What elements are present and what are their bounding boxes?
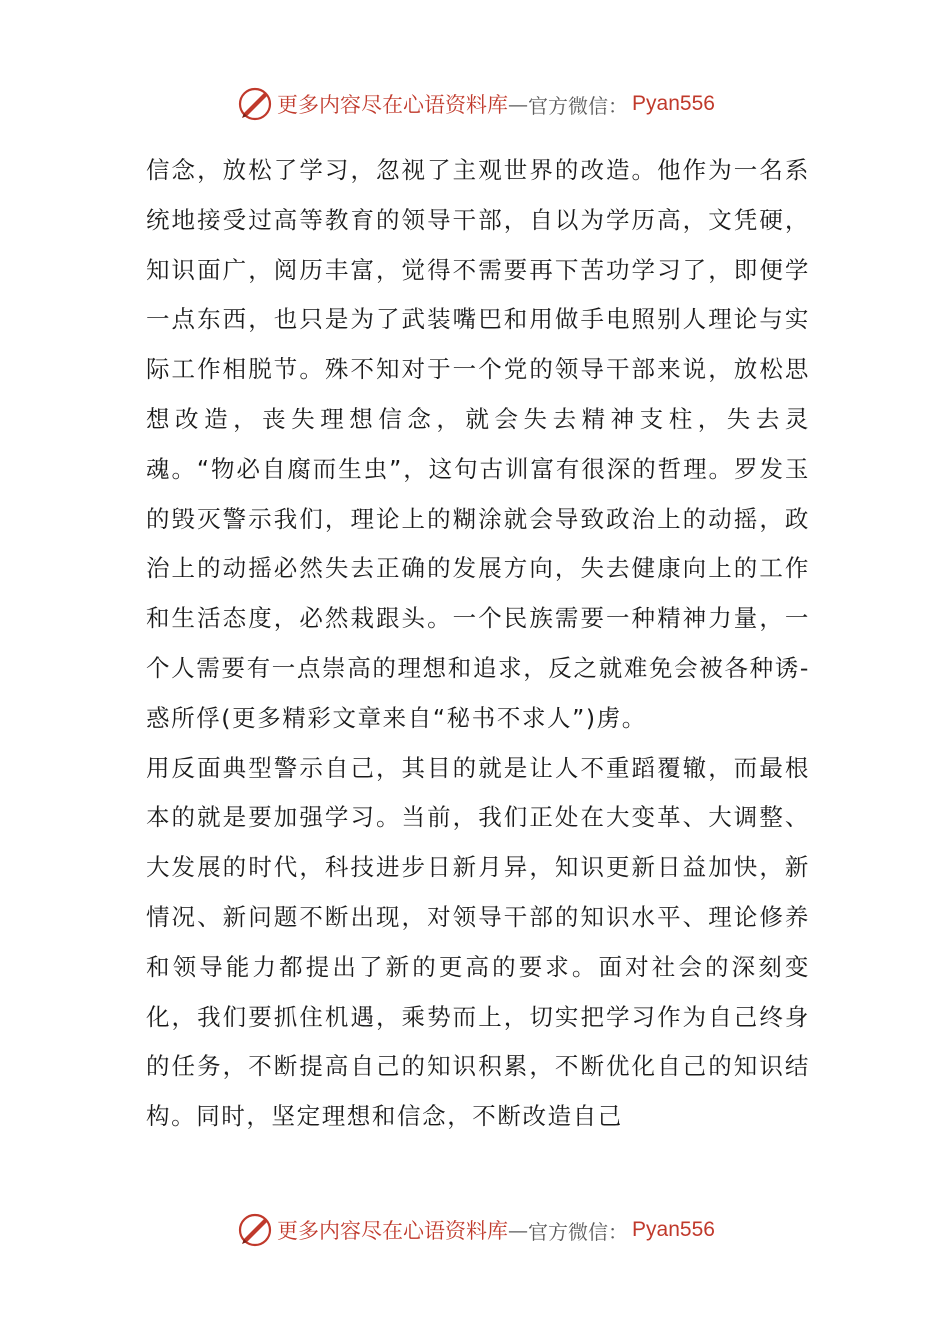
pen-logo-icon: [235, 1210, 275, 1250]
footer-banner: [0, 1208, 950, 1252]
wechat-id: Pyan556: [632, 1218, 715, 1241]
banner-dash: —: [508, 92, 529, 116]
document-body: [146, 146, 810, 1142]
official-label: 官方微信：: [528, 93, 629, 118]
official-label: 官方微信：: [528, 1219, 629, 1244]
paragraph-1: 信念，放松了学习，忽视了主观世界的改造。他作为一名系统地接受过高等教育的领导干部，自以为学历高，文凭硬，知识面广，阅历丰富，觉得不需要再下苦功学习了，即便学一点东西，也只是为了武装嘴巴和用做手电照别人理论与实际工作相脱节。殊不知对于一个党的领导干部来说，放松思想改造，丧失理想信念，就会失去精神支柱，失去灵魂。“物必自腐而生虫”，这句古训富有很深的哲理。罗发玉的毁灭警示我们，理论上的糊涂就会导致政治上的动摇，政治上的动摇必然失去正确的发展方向，失去健康向上的工作和生活态度，必然栽跟头。一个民族需要一种精神力量，一个人需要有一点崇高的理想和追求，反之就难免会被各种诱-惑所俘(更多精彩文章来自“秘书不求人”)虏。: [146, 156, 810, 732]
wechat-id: Pyan556: [632, 92, 715, 115]
paragraph-2: 用反面典型警示自己，其目的就是让人不重蹈覆辙，而最根本的就是要加强学习。当前，我们正处在大变革、大调整、大发展的时代，科技进步日新月异，知识更新日益加快，新情况、新问题不断出现，对领导干部的知识水平、理论修养和领导能力都提出了新的更高的要求。面对社会的深刻变化，我们要抓住机遇，乘势而上，切实把学习作为自己终身的任务，不断提高自己的知识积累，不断优化自己的知识结构。同时，坚定理想和信念，不断改造自己: [146, 753, 810, 1131]
promo-text: 更多内容尽在心语资料库: [277, 1219, 509, 1243]
promo-text: 更多内容尽在心语资料库: [277, 93, 509, 117]
header-banner: [0, 82, 950, 126]
banner-dash: —: [508, 1218, 529, 1242]
pen-logo-icon: [235, 84, 275, 124]
